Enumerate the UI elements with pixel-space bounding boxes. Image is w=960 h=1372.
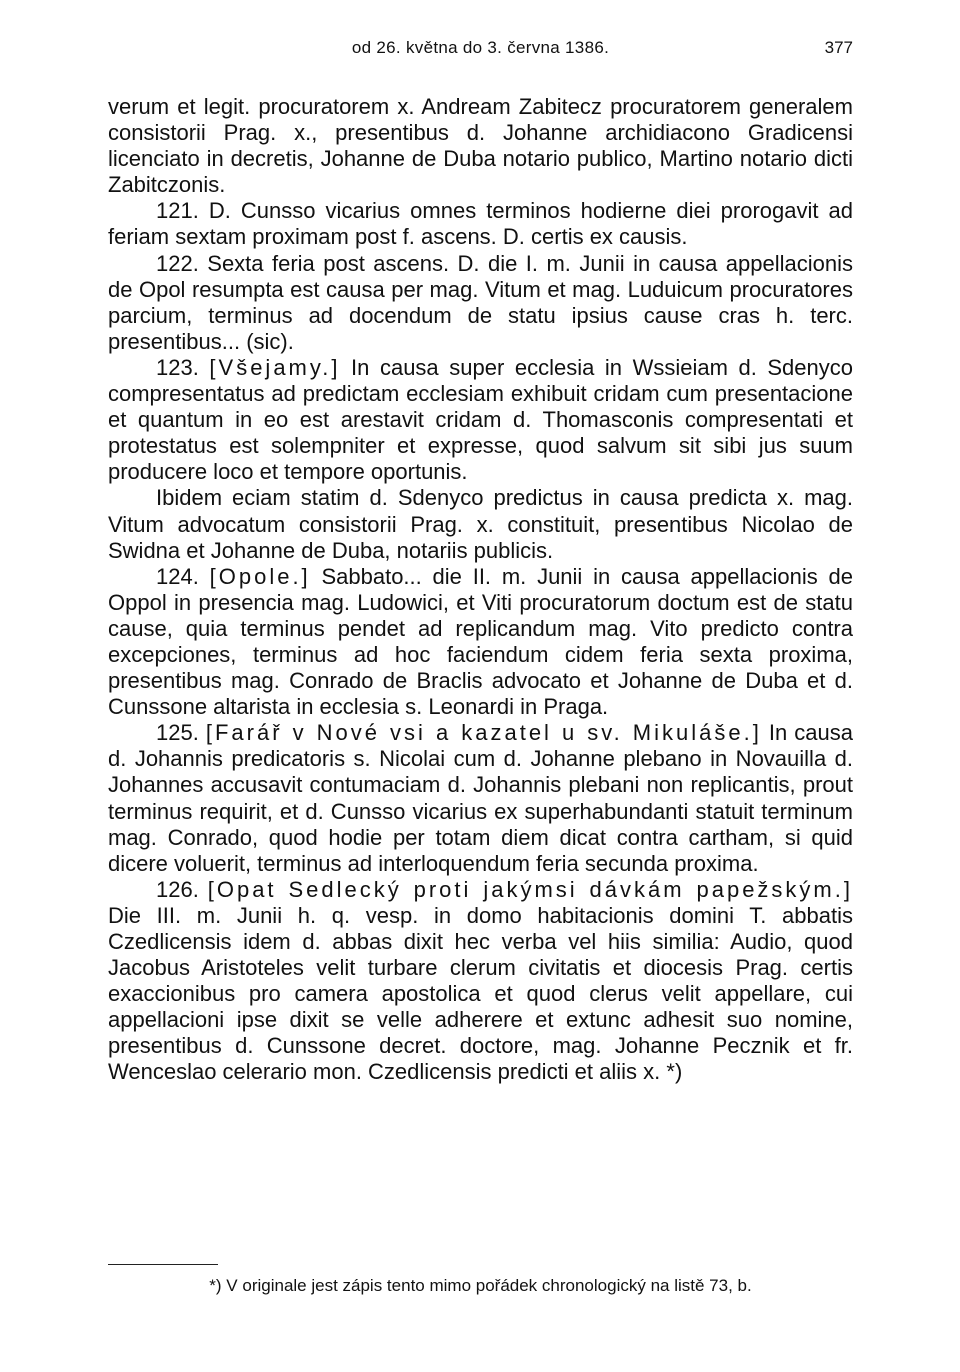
entry-heading: [Všejamy.] [209, 354, 341, 380]
entry-heading: [Opat Sedlecký proti jakýmsi dávkám papežským.] [207, 876, 853, 902]
paragraph-125 [108, 720, 853, 877]
entry-heading: [Farář v Nové vsi a kazatel u sv. Mikuláše.] [205, 720, 762, 746]
entry-number: 123. [156, 354, 199, 380]
entry-text: Sabbato... die II. m. Junii in causa appellacionis de Oppol in presencia mag. Ludowici, et Viti procuratorum doctum est de statu cause, quia terminus pendet ad replicandum mag. Vito predicto contra excepciones, terminus ad hoc faciendum cidem feria sexta proxima, presentibus mag. Conrado de Braclis advocato et Johanne de Duba et d. Cunssone altarista in ecclesia s. Leonardi in Praga. [108, 563, 853, 720]
main-text [108, 94, 853, 1086]
footnote-rule [108, 1264, 218, 1265]
paragraph-126 [108, 877, 853, 1086]
entry-text: In causa super ecclesia in Wssieiam d. Sdenyco compresentatus ad predictam ecclesiam exhibuit cridam cum presentacione et quantum in eo est arestavit cridam d. Thomasconis compresentati et protestatus est solempniter et expresse, quod salvum sit sibi jus suum producere loco et tempore oportunis. [108, 354, 853, 485]
page-number: 377 [824, 38, 853, 57]
paragraph-123 [108, 355, 853, 485]
entry-number: 124. [156, 563, 199, 589]
entry-number: 126. [156, 876, 199, 902]
entry-number: 125. [156, 720, 199, 746]
footnote: *) V originale jest zápis tento mimo pořádek chronologický na listě 73, b. [209, 1276, 752, 1295]
entry-heading: [Opole.] [209, 563, 311, 589]
paragraph-121: 121. D. Cunsso vicarius omnes terminos hodierne diei prorogavit ad feriam sextam proximam post f. ascens. D. certis ex causis. [108, 198, 853, 250]
entry-text: Die III. m. Junii h. q. vesp. in domo habitacionis domini T. abbatis Czedlicensis idem d. abbas dixit hec verba vel hiis similia: Audio, quod Jacobus Aristoteles velit turbare clerum civitatis et diocesis Prag. certis exaccionibus pro camera apostolica et quod clerus velit appellare, cui appellacioni ipse dixit se velle adherere et extunc adhesit suo nomine, presentibus d. Cunssone decret. doctore, mag. Johanne Pecznik et fr. Wenceslao celerario mon. Czedlicensis predicti et aliis x. *) [108, 902, 853, 1085]
paragraph-123-continued: Ibidem eciam statim d. Sdenyco predictus in causa predicta x. mag. Vitum advocatum consistorii Prag. x. constituit, presentibus Nicolao de Swidna et Johanne de Duba, notariis publicis. [108, 485, 853, 563]
header-title: od 26. května do 3. června 1386. [351, 38, 610, 57]
entry-text: In causa d. Johannis predicatoris s. Nicolai cum d. Johanne plebano in Novauilla d. Johannes accusavit contumaciam d. Johannis plebani non replicantis, prout terminus requirit, et d. Cunsso vicarius ex superhabundanti statuit terminum mag. Conrado, quod hodie per totam diem dicat contra cartham, si quid dicere voluerit, terminus ad interloquendum feria secunda proxima. [108, 720, 853, 876]
paragraph-124 [108, 564, 853, 721]
paragraph-122: 122. Sexta feria post ascens. D. die I. m. Junii in causa appellacionis de Opol resumpta est causa per mag. Vitum et mag. Luduicum procuratores parcium, terminus ad docendum de statu ipsius cause cras h. terc. presentibus... (sic). [108, 250, 853, 354]
running-header [108, 38, 853, 62]
paragraph-continuation: verum et legit. procuratorem x. Andream Zabitecz procuratorem generalem consistorii Prag. x., presentibus d. Johanne archidiacono Gradicensi licenciato in decretis, Johanne de Duba notario publico, Martino notario dicti Zabitczonis. [108, 94, 853, 198]
